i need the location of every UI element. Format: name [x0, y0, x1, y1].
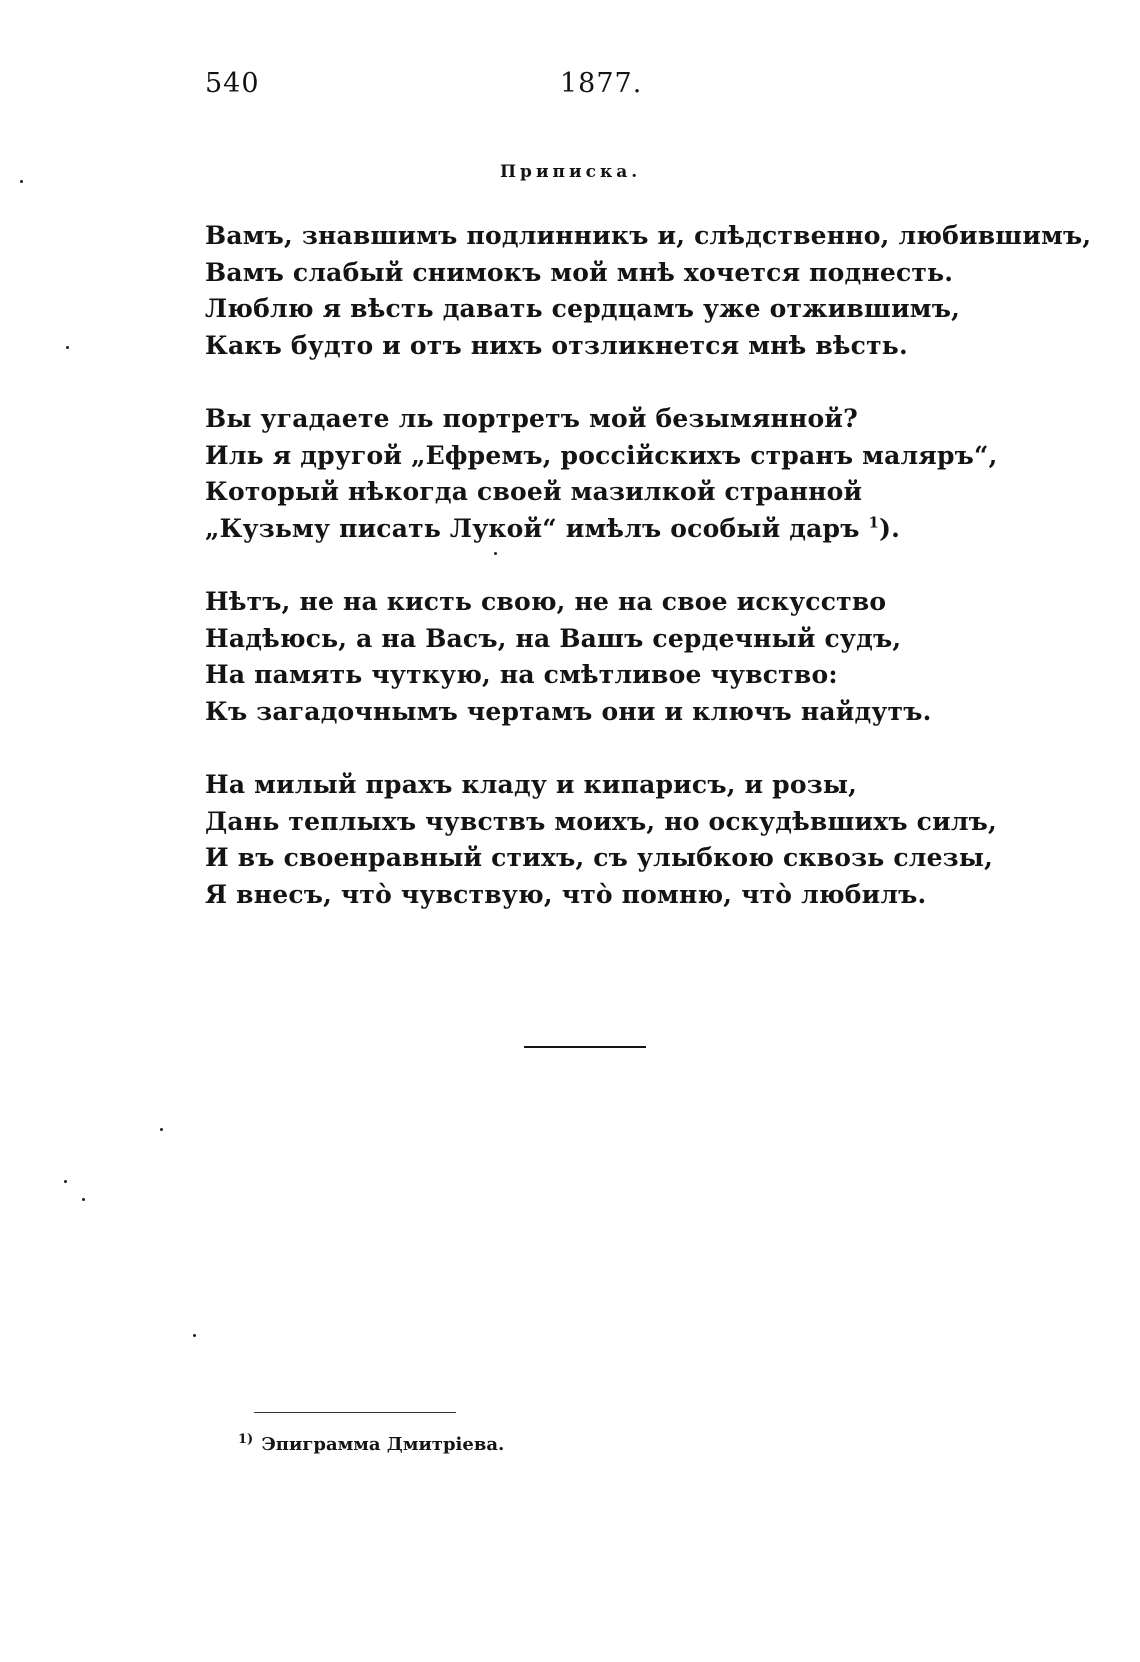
stanza-3: [205, 584, 1025, 730]
verse-line: Какъ будто и отъ нихъ отзликнется мнѣ вѣсть.: [205, 330, 908, 360]
verse-line: Я внесъ, что̀ чувствую, что̀ помню, что̀ любилъ.: [205, 879, 927, 909]
scan-speck: [66, 346, 69, 349]
footnote: [238, 1434, 504, 1455]
scan-speck: [193, 1334, 196, 1337]
verse-line: Дань теплыхъ чувствъ моихъ, но оскудѣвшихъ силъ,: [205, 806, 997, 836]
poem-title: Приписка.: [500, 162, 642, 182]
verse-line: Нѣтъ, не на кисть свою, не на свое искусство: [205, 587, 887, 616]
verse-line: Люблю я вѣсть давать сердцамъ уже отжившимъ,: [205, 294, 961, 323]
stanza-2: [205, 401, 1025, 547]
footnote-reference: 1: [868, 513, 880, 532]
scan-speck: [494, 552, 497, 555]
verse-line: На милый прахъ кладу и кипарисъ, и розы,: [205, 770, 858, 799]
verse-line: На память чуткую, на смѣтливое чувство:: [205, 660, 838, 689]
verse-line: Иль я другой „Ефремъ, россійскихъ странъ маляръ“,: [205, 440, 998, 470]
footnote-marker: 1): [238, 1432, 254, 1447]
running-head-year: 1877.: [560, 68, 643, 99]
stanza-1: [205, 218, 1092, 364]
verse-line: Надѣюсь, а на Васъ, на Вашъ сердечный судъ,: [205, 623, 902, 653]
verse-line: Къ загадочнымъ чертамъ они и ключъ найдутъ.: [205, 696, 932, 726]
scan-speck: [64, 1180, 67, 1183]
footnote-reference-tail: ).: [879, 513, 901, 543]
verse-line: Вамъ, знавшимъ подлинникъ и, слѣдственно, любившимъ,: [205, 221, 1092, 250]
footnote-separator: [254, 1412, 456, 1413]
verse-line: Который нѣкогда своей мазилкой странной: [205, 477, 863, 506]
scan-speck: [20, 180, 23, 183]
verse-line-with-footnote: [205, 511, 1025, 548]
verse-line-text: „Кузьму писать Лукой“ имѣлъ особый даръ: [205, 513, 860, 543]
page-number: 540: [205, 68, 260, 99]
verse-line: И въ своенравный стихъ, съ улыбкою сквозь слезы,: [205, 843, 994, 872]
running-head: [0, 68, 1140, 108]
footnote-text: Эпиграмма Дмитріева.: [261, 1434, 505, 1455]
end-of-poem-rule: [524, 1046, 646, 1048]
stanza-4: [205, 767, 1025, 913]
scan-speck: [82, 1198, 85, 1201]
scan-speck: [160, 1128, 163, 1131]
verse-line: Вы угадаете ль портретъ мой безымянной?: [205, 404, 858, 433]
verse-line: Вамъ слабый снимокъ мой мнѣ хочется поднесть.: [205, 257, 954, 287]
poem-body: [205, 218, 1092, 950]
